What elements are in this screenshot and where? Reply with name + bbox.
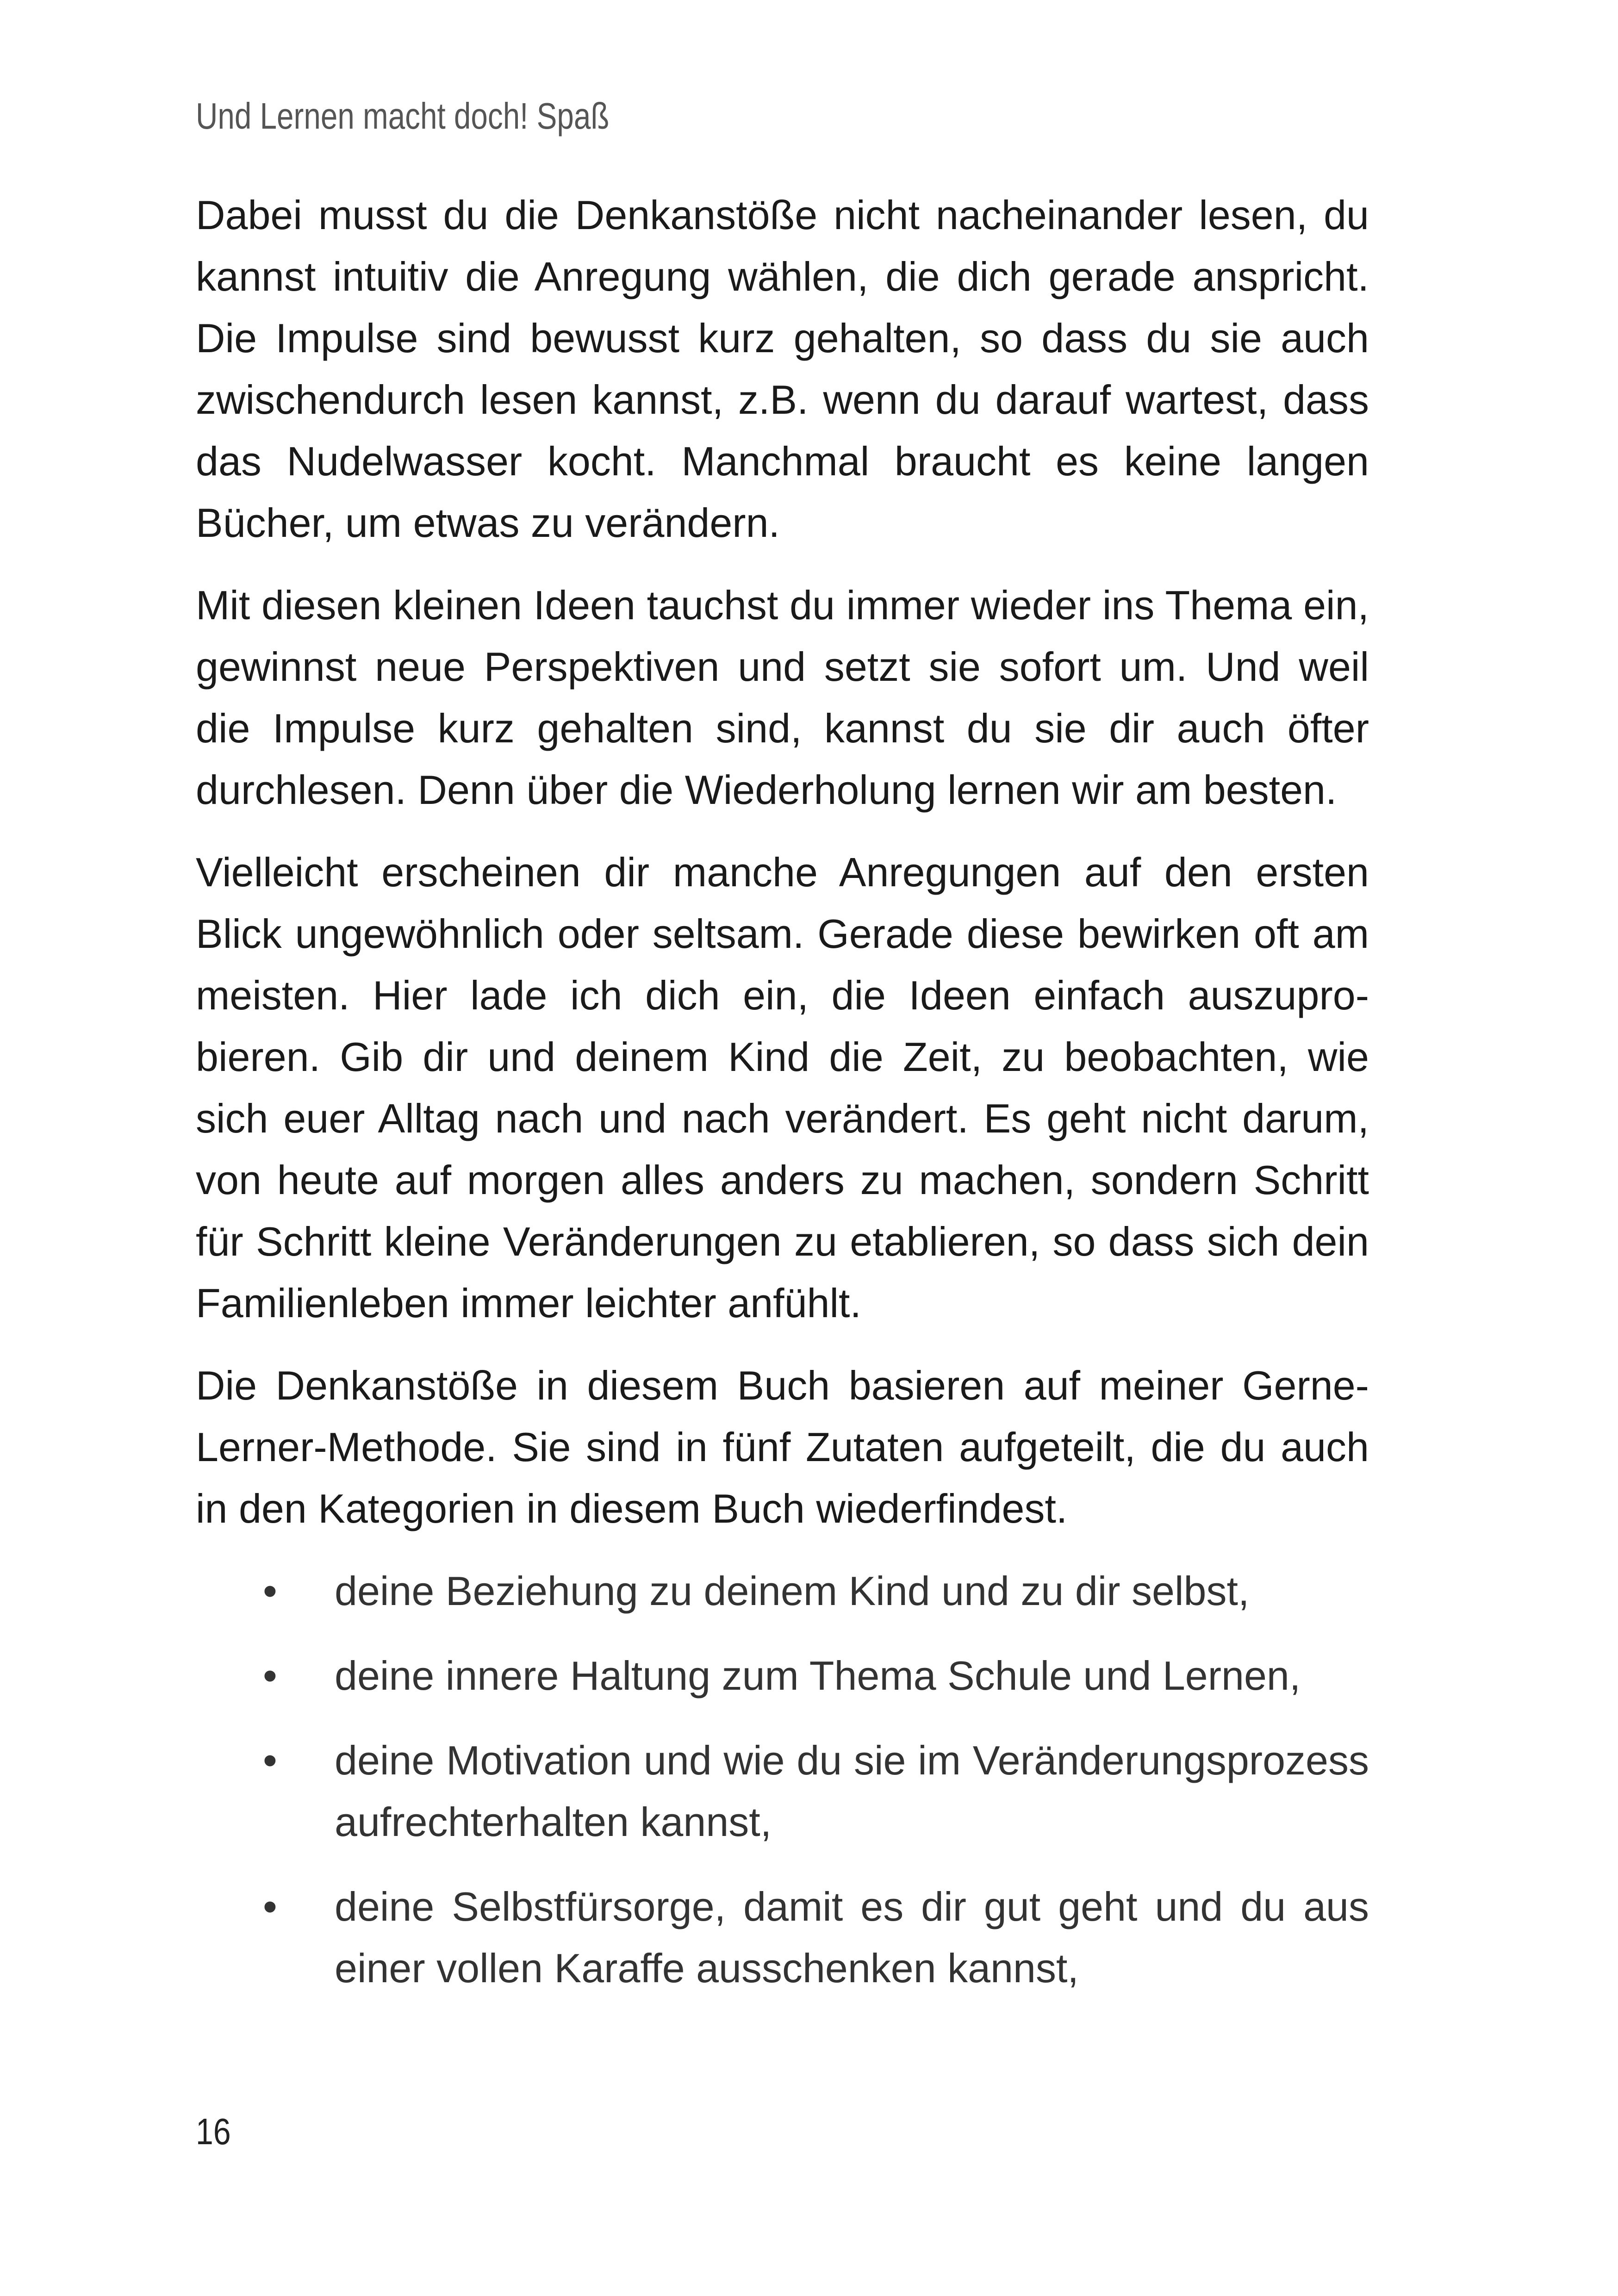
list-item [196,1876,1369,1999]
list-item-text: deine Beziehung zu deinem Kind und zu dir selbst, [335,1568,1250,1614]
list-item [196,1560,1369,1622]
paragraph: Mit diesen kleinen Ideen tauchst du immer wieder ins Thema ein, gewinnst neue Perspektiven und setzt sie sofort um. Und weil die Impulse kurz gehalten sind, kannst du sie dir auch öfter durchlesen. Denn über die Wiederholung lernen wir am besten. [196,582,1369,813]
list-item [196,1645,1369,1706]
page-number: 16 [196,2111,231,2152]
paragraph: Vielleicht erscheinen dir manche Anregungen auf den ersten Blick ungewöhnlich oder seltsam. Gerade diese bewirken oft am meisten. Hier lade ich dich ein, die Ideen einfach auszuprobieren. Gib dir und deinem Kind die Zeit, zu beobachten, wie sich euer Alltag nach und nach verändert. Es geht nicht darum, von heute auf morgen alles anders zu machen, sondern Schritt für Schritt kleine Veränderungen zu etablieren, so dass sich dein Familienleben immer leichter anfühlt. [196,849,1369,1326]
list-item-text: deine Motivation und wie du sie im Veränderungsprozess aufrechterhalten kannst, [335,1737,1369,1845]
running-head: Und Lernen macht doch! Spaß [196,95,610,137]
list-item-text: deine Selbstfürsorge, damit es dir gut geht und du aus einer vollen Karaffe ausschenken kannst, [335,1884,1369,1991]
bullet-icon: • [263,1884,277,1929]
paragraph: Dabei musst du die Denkanstöße nicht nacheinander lesen, du kannst intuitiv die Anregung wählen, die dich gerade anspricht. Die Impulse sind bewusst kurz gehalten, so dass du sie auch zwischendurch lesen kannst, z.B. wenn du darauf wartest, dass das Nudelwasser kocht. Manchmal braucht es keine langen Bücher, um etwas zu verändern. [196,192,1369,546]
body-text [196,184,1369,2022]
list-item-text: deine innere Haltung zum Thema Schule und Lernen, [335,1653,1301,1699]
bullet-icon: • [263,1568,277,1614]
bullet-list [196,1560,1369,1999]
paragraph: Die Denkanstöße in diesem Buch basieren auf meiner Gerne-Lerner-Methode. Sie sind in fünf Zutaten aufgeteilt, die du auch in den Kategorien in diesem Buch wiederfindest. [196,1363,1369,1531]
bullet-icon: • [263,1737,277,1783]
bullet-icon: • [263,1653,277,1699]
list-item [196,1730,1369,1853]
